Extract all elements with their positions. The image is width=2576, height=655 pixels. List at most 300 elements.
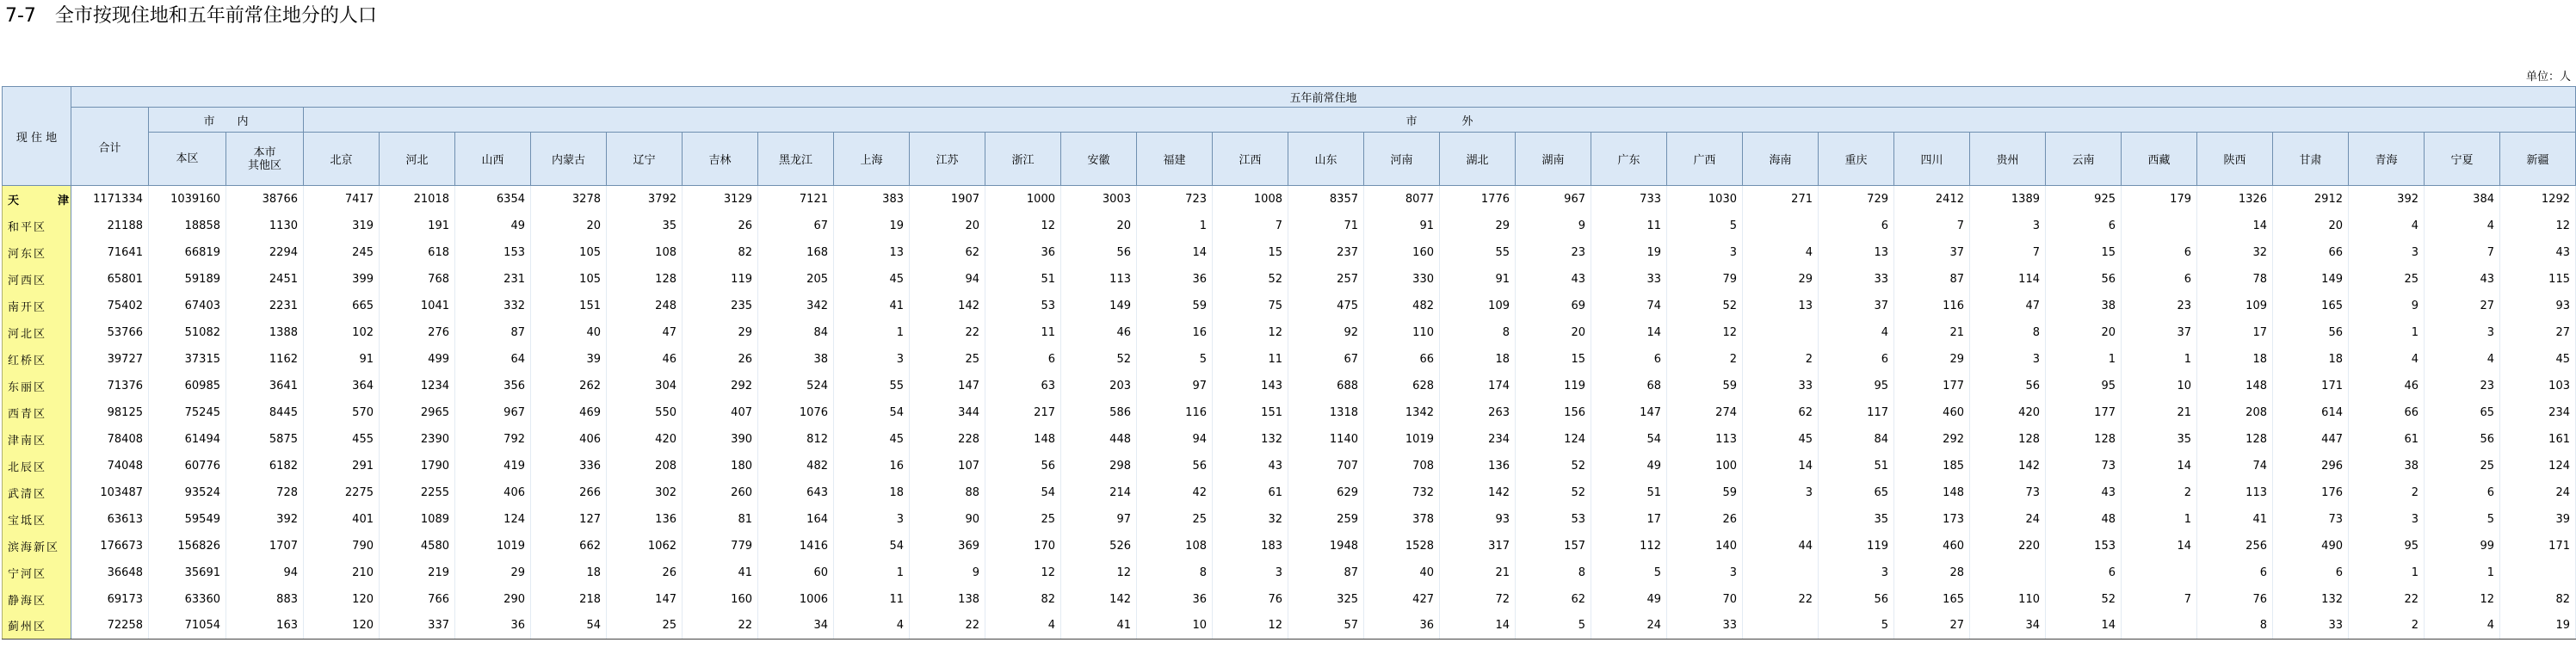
table-cell: 259 [1288,506,1364,533]
table-cell: 12 [1213,319,1288,346]
table-cell: 20 [1516,319,1591,346]
table-cell: 59 [1667,373,1743,399]
table-cell: 72258 [71,613,149,640]
table-cell: 8445 [226,399,304,426]
table-cell: 103487 [71,479,149,506]
table-cell: 142 [910,293,985,319]
table-cell: 3 [1819,559,1894,586]
table-cell: 28 [1894,559,1970,586]
table-cell: 482 [758,453,834,479]
table-cell: 49 [455,213,531,239]
table-cell: 15 [1516,346,1591,373]
table-cell: 298 [1061,453,1137,479]
table-cell: 219 [380,559,455,586]
city-inner-header: 市 内 [149,108,304,133]
table-cell: 235 [683,293,758,319]
table-cell: 99 [2425,533,2500,559]
table-row [3,319,2576,346]
table-cell: 1342 [1364,399,1440,426]
province-col-header: 云南 [2046,133,2122,186]
table-cell: 728 [226,479,304,506]
table-cell: 768 [380,266,455,293]
table-cell: 153 [2046,533,2122,559]
table-cell: 4 [1819,319,1894,346]
table-cell: 105 [531,239,607,266]
table-cell: 210 [304,559,380,586]
table-row [3,399,2576,426]
table-cell: 56 [1819,586,1894,613]
table-cell: 21018 [380,186,455,213]
row-label: 西青区 [3,399,71,426]
table-cell: 3 [2349,239,2425,266]
table-cell: 27 [2425,293,2500,319]
table-cell: 550 [607,399,683,426]
table-cell: 3003 [1061,186,1137,213]
table-cell: 108 [1137,533,1213,559]
table-cell: 165 [1894,586,1970,613]
table-cell: 65 [2425,399,2500,426]
table-cell: 1948 [1288,533,1364,559]
table-cell: 26 [683,346,758,373]
table-cell: 490 [2273,533,2349,559]
table-cell: 27 [2500,319,2576,346]
table-cell: 237 [1288,239,1364,266]
table-cell: 1790 [380,453,455,479]
table-cell: 39727 [71,346,149,373]
table-cell: 248 [607,293,683,319]
table-cell: 337 [380,613,455,640]
table-cell: 1707 [226,533,304,559]
table-row [3,186,2576,213]
table-cell: 20 [2273,213,2349,239]
table-cell: 447 [2273,426,2349,453]
table-cell: 25 [607,613,683,640]
table-cell: 43 [2046,479,2122,506]
table-cell: 66819 [149,239,226,266]
table-cell: 147 [1591,399,1667,426]
table-cell: 419 [455,453,531,479]
table-cell: 4 [2425,613,2500,640]
table-cell: 52 [2046,586,2122,613]
table-cell: 124 [2500,453,2576,479]
table-cell: 18 [1440,346,1516,373]
table-cell: 91 [304,346,380,373]
table-cell: 20 [910,213,985,239]
table-cell: 1388 [226,319,304,346]
table-cell: 69173 [71,586,149,613]
table-cell: 766 [380,586,455,613]
table-cell [2500,559,2576,586]
table-cell: 9 [910,559,985,586]
table-cell: 74048 [71,453,149,479]
table-cell: 29 [1743,266,1819,293]
population-table [2,86,2576,640]
table-cell: 113 [2197,479,2273,506]
table-cell: 6 [2046,213,2122,239]
table-cell: 45 [2500,346,2576,373]
table-cell: 336 [531,453,607,479]
table-cell: 13 [1819,239,1894,266]
table-cell: 2 [1667,346,1743,373]
province-col-header: 吉林 [683,133,758,186]
table-cell: 3 [834,346,910,373]
table-cell: 22 [1743,586,1819,613]
table-cell [1743,319,1819,346]
row-label: 宁河区 [3,559,71,586]
table-cell: 29 [1440,213,1516,239]
table-cell: 23 [1516,239,1591,266]
table-cell: 18 [834,479,910,506]
table-cell: 7 [1894,213,1970,239]
table-cell: 292 [1894,426,1970,453]
table-cell: 643 [758,479,834,506]
table-cell: 33 [1743,373,1819,399]
table-cell: 218 [531,586,607,613]
table-cell: 18858 [149,213,226,239]
row-label: 红桥区 [3,346,71,373]
table-cell: 2 [2122,479,2197,506]
table-cell: 4 [2349,213,2425,239]
row-label: 河西区 [3,266,71,293]
table-cell: 95 [2349,533,2425,559]
table-cell: 21 [1894,319,1970,346]
table-cell: 25 [2425,453,2500,479]
table-cell: 38 [2349,453,2425,479]
table-cell: 65801 [71,266,149,293]
table-cell: 3 [2349,506,2425,533]
unit-label: 单位：人 [2525,71,2571,83]
table-cell: 234 [1440,426,1516,453]
table-cell: 2 [2349,613,2425,640]
row-label: 天 津 [3,186,71,213]
province-col-header: 黑龙江 [758,133,834,186]
table-cell: 14 [2046,613,2122,640]
table-cell: 8 [1440,319,1516,346]
table-cell: 12 [1667,319,1743,346]
table-cell: 11 [1213,346,1288,373]
table-cell: 1 [2122,346,2197,373]
table-cell: 79 [1667,266,1743,293]
province-col-header: 广东 [1591,133,1667,186]
table-cell: 64 [455,346,531,373]
table-cell: 2965 [380,399,455,426]
table-row [3,239,2576,266]
table-row [3,586,2576,613]
table-cell: 276 [380,319,455,346]
table-cell [2122,559,2197,586]
table-cell: 53 [985,293,1061,319]
table-cell: 176673 [71,533,149,559]
table-cell: 302 [607,479,683,506]
table-cell: 3 [834,506,910,533]
table-cell: 5 [1137,346,1213,373]
table-cell: 103 [2500,373,2576,399]
table-cell: 1089 [380,506,455,533]
table-cell: 43 [1516,266,1591,293]
table-cell: 526 [1061,533,1137,559]
table-cell: 14 [1591,319,1667,346]
table-cell: 38 [2046,293,2122,319]
table-cell: 56 [2273,319,2349,346]
table-cell: 9 [1516,213,1591,239]
table-cell: 48 [2046,506,2122,533]
table-cell: 292 [683,373,758,399]
table-cell: 108 [607,239,683,266]
table-cell: 1776 [1440,186,1516,213]
table-cell: 63613 [71,506,149,533]
table-cell: 296 [2273,453,2349,479]
table-cell: 41 [1061,613,1137,640]
table-cell: 330 [1364,266,1440,293]
table-cell: 116 [1137,399,1213,426]
five-years-ago-header: 五年前常住地 [71,87,2576,108]
table-cell: 19 [2500,613,2576,640]
table-cell: 4 [1743,239,1819,266]
table-cell: 1030 [1667,186,1743,213]
table-cell: 14 [2122,533,2197,559]
table-cell: 967 [1516,186,1591,213]
table-cell: 274 [1667,399,1743,426]
table-cell: 163 [226,613,304,640]
table-cell: 180 [683,453,758,479]
table-cell: 733 [1591,186,1667,213]
table-cell: 33 [1819,266,1894,293]
table-cell: 49 [1591,453,1667,479]
table-cell: 3 [1667,559,1743,586]
table-cell: 53 [1516,506,1591,533]
province-col-header: 宁夏 [2425,133,2500,186]
table-cell: 1528 [1364,533,1440,559]
table-cell: 7 [1970,239,2046,266]
table-cell: 21188 [71,213,149,239]
table-cell: 22 [2349,586,2425,613]
table-cell: 1130 [226,213,304,239]
table-cell: 143 [1213,373,1288,399]
table-cell: 18 [2273,346,2349,373]
table-cell: 3 [1213,559,1288,586]
table-cell: 66 [2273,239,2349,266]
table-row [3,453,2576,479]
table-cell: 168 [758,239,834,266]
province-col-header: 湖南 [1516,133,1591,186]
table-cell [1743,613,1819,640]
table-cell: 94 [226,559,304,586]
table-cell: 4 [2349,346,2425,373]
table-cell: 147 [607,586,683,613]
table-cell: 6 [2273,559,2349,586]
table-cell: 29 [455,559,531,586]
table-cell: 1140 [1288,426,1364,453]
table-cell: 157 [1516,533,1591,559]
table-cell: 469 [531,399,607,426]
table-cell: 95 [2046,373,2122,399]
table-cell: 3792 [607,186,683,213]
table-cell: 82 [2500,586,2576,613]
table-cell: 707 [1288,453,1364,479]
table-cell: 614 [2273,399,2349,426]
table-cell: 26 [1667,506,1743,533]
table-cell: 12 [2425,586,2500,613]
row-label: 津南区 [3,426,71,453]
table-cell: 214 [1061,479,1137,506]
table-cell: 406 [531,426,607,453]
table-cell: 319 [304,213,380,239]
table-cell: 35 [607,213,683,239]
table-cell: 113 [1061,266,1137,293]
table-cell: 124 [1516,426,1591,453]
table-cell: 1318 [1288,399,1364,426]
table-cell: 271 [1743,186,1819,213]
table-cell: 234 [2500,399,2576,426]
table-cell: 76 [1213,586,1288,613]
table-cell: 47 [607,319,683,346]
table-cell: 208 [607,453,683,479]
table-cell: 812 [758,426,834,453]
table-cell: 102 [304,319,380,346]
table-cell: 325 [1288,586,1364,613]
table-cell: 26 [607,559,683,586]
table-row [3,479,2576,506]
table-cell: 7121 [758,186,834,213]
table-cell: 128 [2197,426,2273,453]
table-cell: 1389 [1970,186,2046,213]
table-cell: 124 [455,506,531,533]
table-cell: 13 [1743,293,1819,319]
table-cell: 290 [455,586,531,613]
table-cell: 171 [2273,373,2349,399]
table-cell: 147 [910,373,985,399]
table-cell: 378 [1364,506,1440,533]
table-cell: 6354 [455,186,531,213]
table-cell: 6 [2046,559,2122,586]
province-col-header: 福建 [1137,133,1213,186]
table-cell: 151 [531,293,607,319]
table-cell: 3129 [683,186,758,213]
table-cell: 37315 [149,346,226,373]
table-cell: 427 [1364,586,1440,613]
table-cell [2122,213,2197,239]
table-cell: 75 [1213,293,1288,319]
table-cell: 110 [1364,319,1440,346]
table-cell: 475 [1288,293,1364,319]
table-cell: 6 [1591,346,1667,373]
table-cell: 2412 [1894,186,1970,213]
table-cell: 160 [1364,239,1440,266]
table-cell: 183 [1213,533,1288,559]
table-cell: 420 [1970,399,2046,426]
province-col-header: 内蒙古 [531,133,607,186]
table-cell: 177 [1894,373,1970,399]
table-cell: 176 [2273,479,2349,506]
row-label: 蓟州区 [3,613,71,640]
table-cell: 61 [1213,479,1288,506]
table-cell: 165 [2273,293,2349,319]
table-cell: 35691 [149,559,226,586]
table-cell: 2275 [304,479,380,506]
table-cell: 22 [910,613,985,640]
table-cell: 74 [2197,453,2273,479]
table-cell: 170 [985,533,1061,559]
table-cell: 1039160 [149,186,226,213]
table-cell [1743,213,1819,239]
table-cell: 26 [683,213,758,239]
province-col-header: 山西 [455,133,531,186]
table-cell: 18 [2197,346,2273,373]
table-cell: 11 [985,319,1061,346]
table-cell: 17 [1591,506,1667,533]
table-cell: 41 [2197,506,2273,533]
table-cell: 257 [1288,266,1364,293]
table-cell: 12 [985,213,1061,239]
table-cell: 142 [1970,453,2046,479]
table-cell: 1019 [455,533,531,559]
table-cell: 51082 [149,319,226,346]
table-cell: 33 [2273,613,2349,640]
table-cell: 73 [2273,506,2349,533]
table-cell: 455 [304,426,380,453]
table-cell: 39 [531,346,607,373]
table-cell: 42 [1137,479,1213,506]
table-cell: 12 [1061,559,1137,586]
table-cell: 94 [910,266,985,293]
table-cell: 688 [1288,373,1364,399]
table-cell: 332 [455,293,531,319]
table-cell: 390 [683,426,758,453]
province-col-header: 四川 [1894,133,1970,186]
table-cell: 15 [1213,239,1288,266]
table-cell: 460 [1894,399,1970,426]
table-cell: 29 [683,319,758,346]
table-row [3,613,2576,640]
table-cell: 407 [683,399,758,426]
table-cell: 43 [2500,239,2576,266]
table-cell: 78408 [71,426,149,453]
table-cell: 56 [1137,453,1213,479]
table-cell: 14 [2122,453,2197,479]
table-cell: 116 [1894,293,1970,319]
table-cell: 10 [2122,373,2197,399]
table-cell: 24 [1970,506,2046,533]
table-cell: 97 [1137,373,1213,399]
table-cell: 185 [1894,453,1970,479]
table-cell: 399 [304,266,380,293]
table-cell: 61 [2349,426,2425,453]
table-cell: 383 [834,186,910,213]
table-cell: 1041 [380,293,455,319]
table-cell: 344 [910,399,985,426]
table-cell: 20 [2046,319,2122,346]
table-cell: 2451 [226,266,304,293]
table-cell: 5 [1667,213,1743,239]
table-cell: 8 [2197,613,2273,640]
table-cell: 220 [1970,533,2046,559]
table-cell: 662 [531,533,607,559]
table-cell: 1008 [1213,186,1288,213]
table-cell: 203 [1061,373,1137,399]
table-cell: 29 [1894,346,1970,373]
table-cell: 156 [1516,399,1591,426]
table-cell: 16 [1137,319,1213,346]
table-cell: 22 [910,319,985,346]
table-cell: 67 [758,213,834,239]
table-cell: 78 [2197,266,2273,293]
table-cell [1970,559,2046,586]
table-cell: 56 [1970,373,2046,399]
table-cell: 105 [531,266,607,293]
table-cell: 392 [226,506,304,533]
table-cell: 81 [683,506,758,533]
city-inner-col-header: 本市 其他区 [226,133,304,186]
